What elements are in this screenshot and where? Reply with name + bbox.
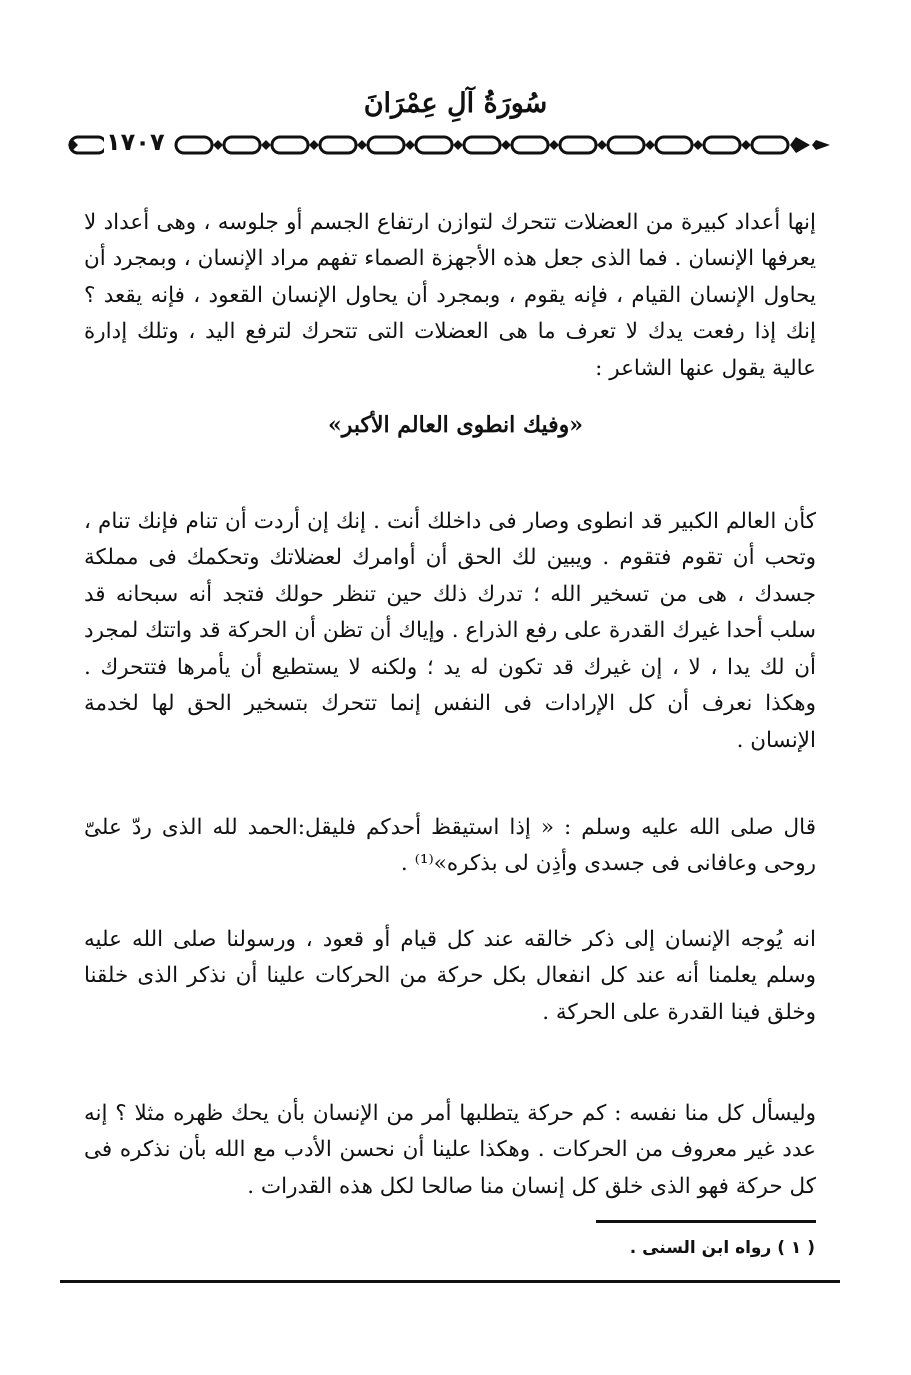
chain-ornament-icon — [68, 132, 832, 158]
paragraph-5: وليسأل كل منا نفسه : كم حركة يتطلبها أمر من الإنسان بأن يحك ظهره مثلا ؟ إنه عدد غير معروف من الحركات . وهكذا علينا أن نحسن الأدب مع الله بأن نذكره فى كل حركة فهو الذى خلق كل إنسان منا صالحا لكل هذه القدرات . — [84, 1100, 816, 1199]
ornamental-border — [68, 132, 832, 158]
paragraph-3-hadith: قال صلى الله عليه وسلم : « إذا استيقظ أحدكم فليقل:الحمد لله الذى ردّ علىّ روحى وعافانى فى جسدى وأذِن لى بذكره»⁽¹⁾ . — [84, 814, 816, 876]
surah-title: سُورَةُ آلِ عِمْرَانَ — [363, 88, 548, 119]
footnote: ( ١ ) رواه ابن السنى . — [629, 1238, 815, 1258]
paragraph-2: كأن العالم الكبير قد انطوى وصار فى داخلك أنت . إنك إن أردت أن تنام فإنك تنام ، وتحب أن تقوم فتقوم . ويبين لك الحق أن أوامرك لعضلاتك وتحكمك فى مملكة جسدك ، هى من تسخير الله ؛ تدرك ذلك حين تنظر حولك فتجد أنه سبحانه قد سلب أحدا غيرك القدرة على رفع الذراع . وإياك أن تظن أن الحركة قد واتتك لمجرد أن لك يدا ، لا ، إن غيرك قد تكون له يد ؛ ولكنه لا يستطيع أن يأمرها فتتحرك . وهكذا نعرف أن كل الإرادات فى النفس إنما تتحرك بتسخير الحق لها لخدمة الإنسان . — [84, 508, 816, 753]
bottom-rule — [60, 1280, 840, 1283]
verse-heading: «وفيك انطوى العالم الأكبر» — [327, 412, 584, 438]
page-number: ١٧٠٧ — [106, 128, 165, 156]
paragraph-1: إنها أعداد كبيرة من العضلات تتحرك لتوازن ارتفاع الجسم أو جلوسه ، وهى أعداد لا يعرفها الإنسان . فما الذى جعل هذه الأجهزة الصماء تفهم مراد الإنسان ، وبمجرد أن يحاول الإنسان القيام ، فإنه يقوم ، وبمجرد أن يحاول الإنسان القعود ، فإنه يقعد ؟ إنك إذا رفعت يدك لا تعرف ما هى العضلات التى تتحرك لترفع اليد ، وتلك إدارة عالية يقول عنها الشاعر : — [84, 209, 816, 381]
paragraph-4: انه يُوجه الإنسان إلى ذكر خالقه عند كل قيام أو قعود ، ورسولنا صلى الله عليه وسلم يعلمنا أنه عند كل انفعال بكل حركة من الحركات علينا أن نذكر الذى خلقنا وخلق فينا القدرة على الحركة . — [84, 926, 816, 1025]
footnote-separator — [596, 1220, 816, 1223]
